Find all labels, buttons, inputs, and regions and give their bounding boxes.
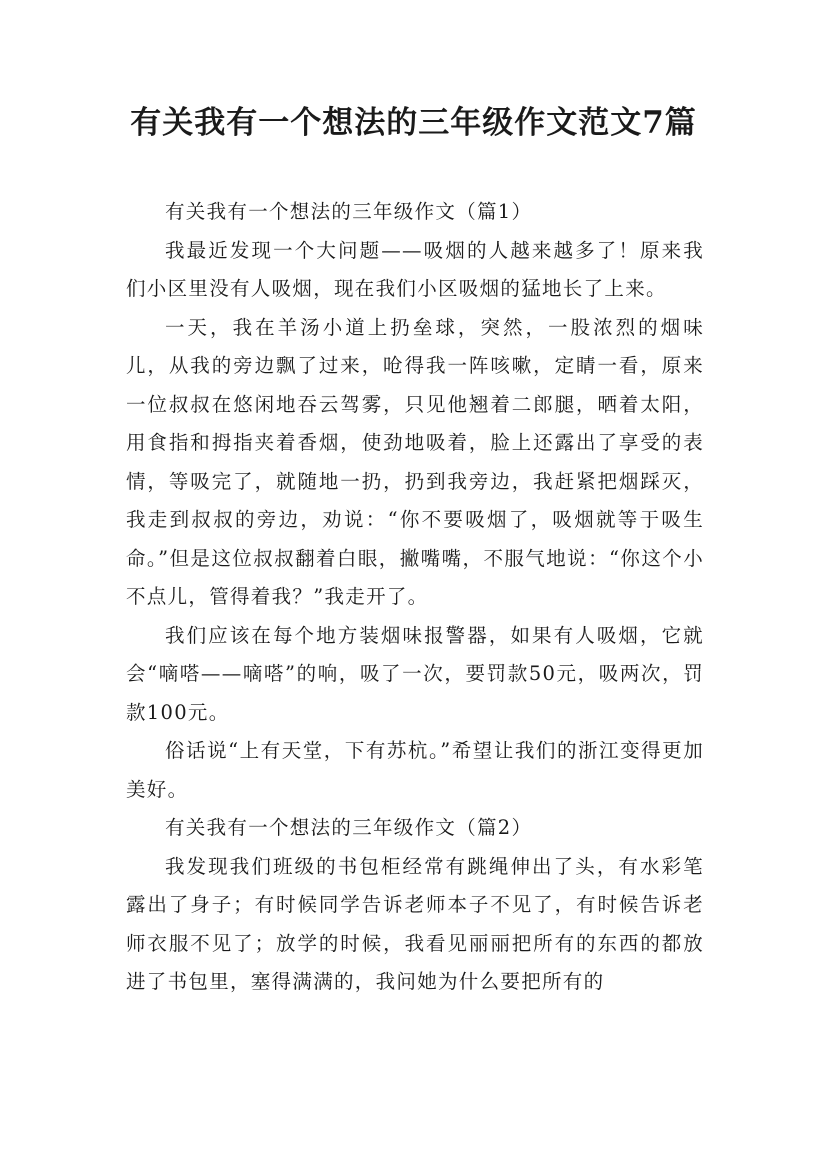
- paragraph: 我发现我们班级的书包柜经常有跳绳伸出了头，有水彩笔露出了身子；有时候同学告诉老师本子不见了，有时候告诉老师衣服不见了；放学的时候，我看见丽丽把所有的东西的都放进了书包里，塞得满满的，我问她为什么要把所有的: [126, 854, 704, 993]
- essay-heading-1: 有关我有一个想法的三年级作文（篇1）: [165, 200, 533, 223]
- paragraph: 我们应该在每个地方装烟味报警器，如果有人吸烟，它就会“嘀嗒——嘀嗒”的响，吸了一次，要罚款50元，吸两次，罚款100元。: [126, 623, 704, 724]
- document-title: 有关我有一个想法的三年级作文范文7篇: [130, 105, 697, 141]
- essay-heading-2: 有关我有一个想法的三年级作文（篇2）: [165, 816, 533, 839]
- document-body: [126, 193, 704, 1002]
- paragraph: 一天，我在羊汤小道上扔垒球，突然，一股浓烈的烟味儿，从我的旁边飘了过来，呛得我一阵咳嗽，定睛一看，原来一位叔叔在悠闲地吞云驾雾，只见他翘着二郎腿，晒着太阳，用食指和拇指夹着香烟，使劲地吸着，脸上还露出了享受的表情，等吸完了，就随地一扔，扔到我旁边，我赶紧把烟踩灭，我走到叔叔的旁边，劝说：“你不要吸烟了，吸烟就等于吸生命。”但是这位叔叔翻着白眼，撇嘴嘴，不服气地说：“你这个小不点儿，管得着我？”我走开了。: [126, 315, 704, 608]
- paragraph: 俗话说“上有天堂，下有苏杭。”希望让我们的浙江变得更加美好。: [126, 739, 704, 801]
- paragraph: 我最近发现一个大问题——吸烟的人越来越多了！原来我们小区里没有人吸烟，现在我们小区吸烟的猛地长了上来。: [126, 238, 704, 300]
